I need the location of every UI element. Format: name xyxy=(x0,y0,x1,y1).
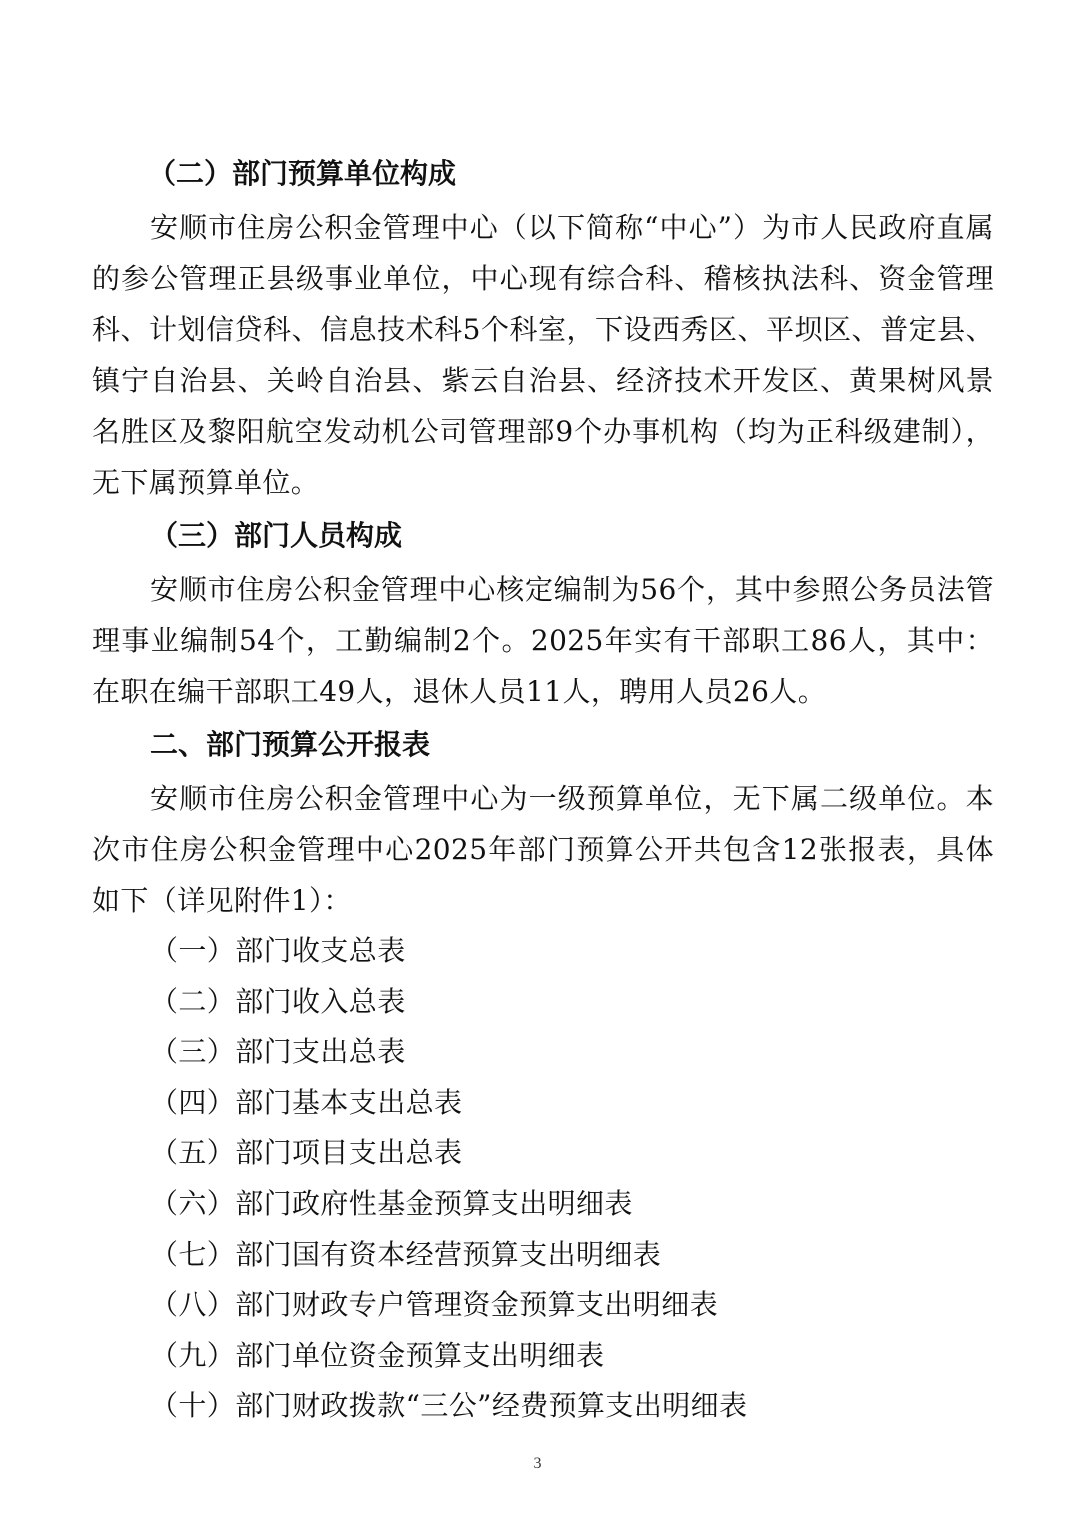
section-paragraph-staff: 安顺市住房公积金管理中心核定编制为56个，其中参照公务员法管理事业编制54个，工勤编制2个。2025年实有干部职工86人，其中：在职在编干部职工49人，退休人员11人，聘用人员26人。 xyxy=(92,573,994,708)
section-paragraph-report-tables: 安顺市住房公积金管理中心为一级预算单位，无下属二级单位。本次市住房公积金管理中心2025年部门预算公开共包含12张报表，具体如下（详见附件1）： xyxy=(92,782,994,917)
report-list-item: （九）部门单位资金预算支出明细表 xyxy=(150,1338,605,1372)
report-list-item: （二）部门收入总表 xyxy=(150,984,406,1018)
report-list xyxy=(92,926,994,1432)
report-list-item: （七）部门国有资本经营预算支出明细表 xyxy=(150,1237,662,1271)
section-paragraph-budget-units: 安顺市住房公积金管理中心（以下简称“中心”）为市人民政府直属的参公管理正县级事业单位，中心现有综合科、稽核执法科、资金管理科、计划信贷科、信息技术科5个科室，下设西秀区、平坝区、普定县、镇宁自治县、关岭自治县、紫云自治县、经济技术开发区、黄果树风景名胜区及黎阳航空发动机公司管理部9个办事机构（均为正科级建制），无下属预算单位。 xyxy=(92,211,994,499)
report-list-item: （十）部门财政拨款“三公”经费预算支出明细表 xyxy=(150,1389,748,1423)
page-number: 3 xyxy=(533,1455,542,1472)
report-list-item: （八）部门财政专户管理资金预算支出明细表 xyxy=(150,1288,719,1322)
page-content xyxy=(92,146,994,1432)
section-heading-staff: （三）部门人员构成 xyxy=(150,519,403,552)
report-list-item: （五）部门项目支出总表 xyxy=(150,1136,463,1170)
section-heading-budget-units: （二）部门预算单位构成 xyxy=(148,157,457,190)
report-list-item: （六）部门政府性基金预算支出明细表 xyxy=(150,1186,633,1220)
report-list-item: （一）部门收支总表 xyxy=(150,934,406,967)
section-heading-report-tables: 二、部门预算公开报表 xyxy=(150,728,431,761)
report-list-item: （三）部门支出总表 xyxy=(150,1035,406,1069)
report-list-item: （四）部门基本支出总表 xyxy=(150,1085,463,1119)
